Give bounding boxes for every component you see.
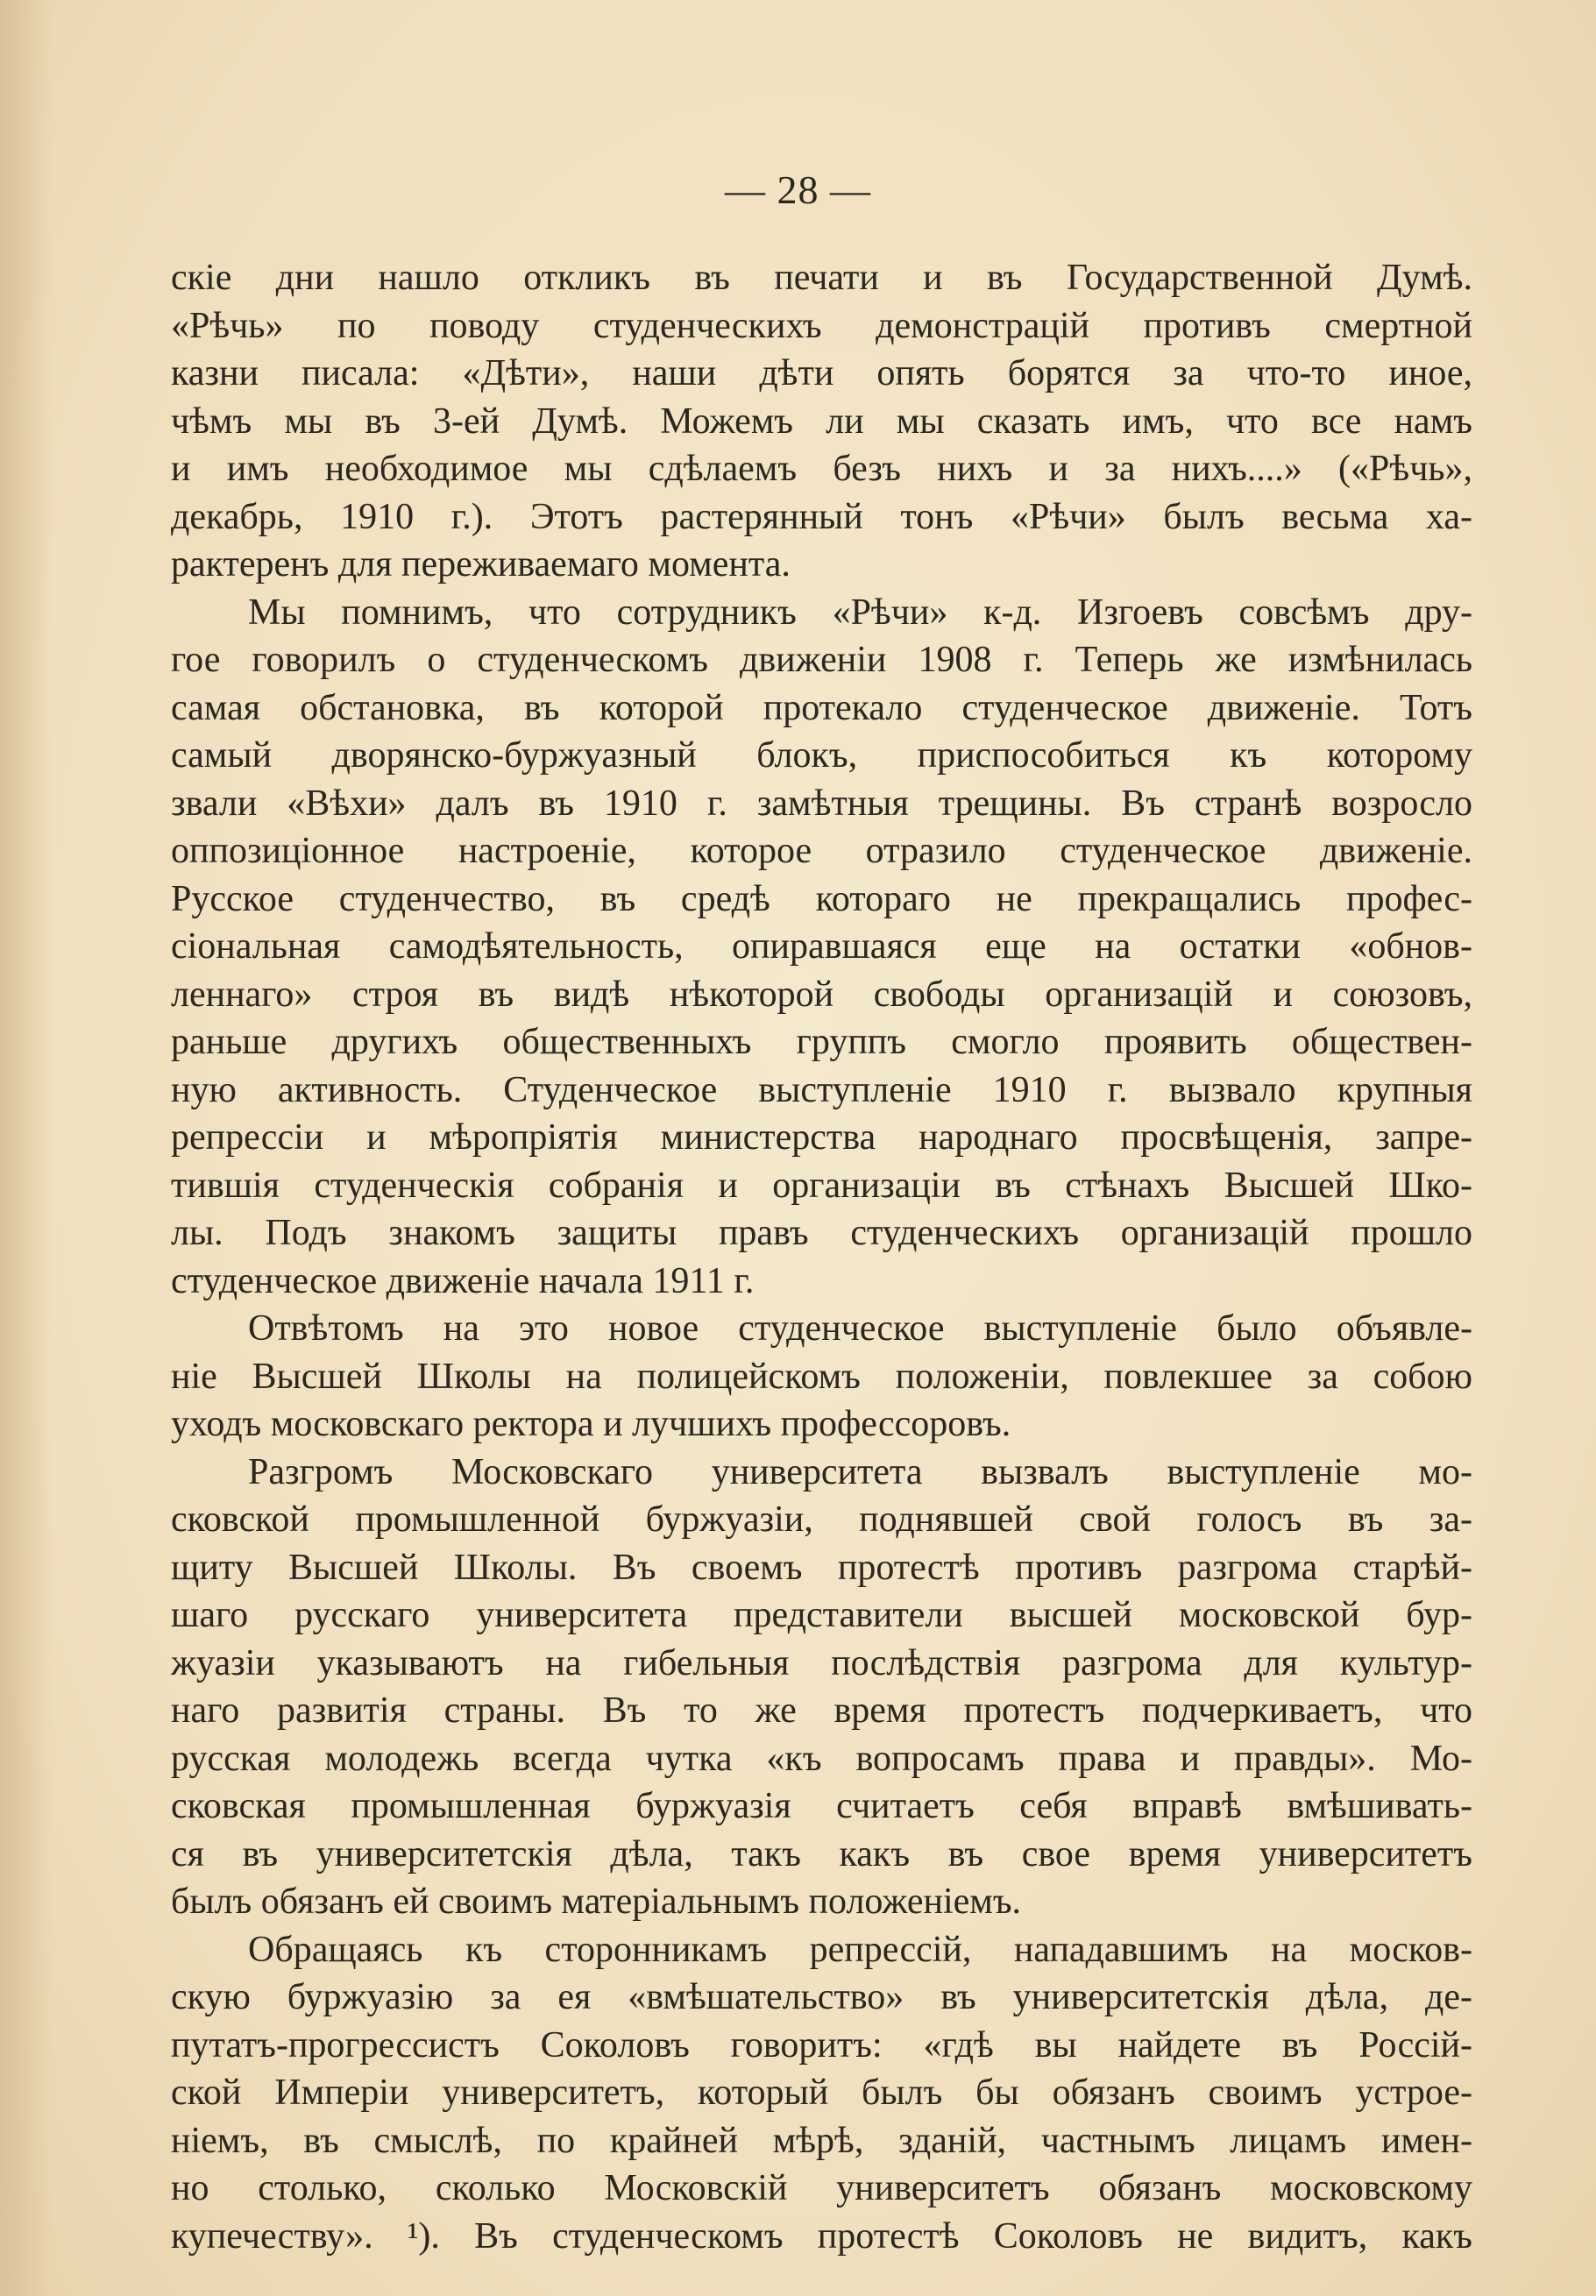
text-line: «Рѣчь» по поводу студенческихъ демонстрацій противъ смертной xyxy=(171,305,1472,346)
text-line: тившія студенческія собранія и организаціи въ стѣнахъ Высшей Шко- xyxy=(171,1165,1472,1206)
text-line: раньше другихъ общественныхъ группъ смогло проявить обществен- xyxy=(171,1022,1472,1062)
text-line: и имъ необходимое мы сдѣлаемъ безъ нихъ и за нихъ....» («Рѣчь», xyxy=(171,449,1472,489)
text-line: самый дворянско-буржуазный блокъ, приспособиться къ которому xyxy=(171,735,1472,776)
text-line: русская молодежь всегда чутка «къ вопросамъ права и правды». Мо- xyxy=(171,1738,1472,1779)
text-line: репрессіи и мѣропріятія министерства народнаго просвѣщенія, запре- xyxy=(171,1117,1472,1158)
text-line: лы. Подъ знакомъ защиты правъ студенческихъ организацій прошло xyxy=(171,1213,1472,1253)
text-line: студенческое движеніе начала 1911 г. xyxy=(171,1260,755,1301)
text-line: Мы помнимъ, что сотрудникъ «Рѣчи» к-д. Изгоевъ совсѣмъ дру- xyxy=(248,592,1472,633)
text-line: леннаго» строя въ видѣ нѣкоторой свободы организацій и союзовъ, xyxy=(171,974,1472,1015)
text-line: сковской промышленной буржуазіи, поднявшей свой голосъ въ за- xyxy=(171,1499,1472,1540)
text-line: ную активность. Студенческое выступленіе 1910 г. вызвало крупныя xyxy=(171,1069,1472,1110)
text-line: жуазіи указываютъ на гибельныя послѣдствія разгрома для культур- xyxy=(171,1642,1472,1683)
paragraph xyxy=(171,1305,1472,1449)
text-line: Русское студенчество, въ средѣ котораго не прекращались профес- xyxy=(171,878,1472,919)
text-line: шаго русскаго университета представители высшей московской бур- xyxy=(171,1595,1472,1635)
text-line: но столько, сколько Московскій университетъ обязанъ московскому xyxy=(171,2168,1472,2208)
text-line: декабрь, 1910 г.). Этотъ растерянный тонъ «Рѣчи» былъ весьма ха- xyxy=(171,496,1472,537)
text-line: былъ обязанъ ей своимъ матеріальнымъ положеніемъ. xyxy=(171,1881,1022,1922)
paragraph xyxy=(171,1449,1472,1926)
text-line: оппозиціонное настроеніе, которое отразило студенческое движеніе. xyxy=(171,831,1472,871)
text-line: уходъ московскаго ректора и лучшихъ профессоровъ. xyxy=(171,1404,1011,1444)
text-line: скіе дни нашло откликъ въ печати и въ Государственной Думѣ. xyxy=(171,258,1472,298)
text-line: Обращаясь къ сторонникамъ репрессій, нападавшимъ на москов- xyxy=(248,1929,1472,1970)
text-line: гое говорилъ о студенческомъ движеніи 1908 г. Теперь же измѣнилась xyxy=(171,640,1472,680)
text-line: ской Имперіи университетъ, который былъ бы обязанъ своимъ устрое- xyxy=(171,2073,1472,2113)
text-line: щиту Высшей Школы. Въ своемъ протестѣ противъ разгрома старѣй- xyxy=(171,1547,1472,1588)
text-line: купечеству». ¹). Въ студенческомъ протестѣ Соколовъ не видитъ, какъ xyxy=(171,2215,1472,2257)
text-line: путатъ-прогрессистъ Соколовъ говоритъ: «гдѣ вы найдете въ Россій- xyxy=(171,2024,1472,2066)
text-line: самая обстановка, въ которой протекало студенческое движеніе. Тотъ xyxy=(171,687,1472,728)
text-line: звали «Вѣхи» далъ въ 1910 г. замѣтныя трещины. Въ странѣ возросло xyxy=(171,783,1472,824)
text-line: ся въ университетскія дѣла, такъ какъ въ свое время университетъ xyxy=(171,1833,1472,1874)
text-line: ніемъ, въ смыслѣ, по крайней мѣрѣ, зданій, частнымъ лицамъ имен- xyxy=(171,2120,1472,2161)
page-edge-shadow xyxy=(0,0,53,2296)
page-number: — 28 — xyxy=(725,167,871,212)
paragraph xyxy=(171,254,1472,589)
text-line: сіональная самодѣятельность, опиравшаяся еще на остатки «обнов- xyxy=(171,926,1472,967)
text-line: наго развитія страны. Въ то же время протестъ подчеркиваетъ, что xyxy=(171,1690,1472,1731)
paragraph xyxy=(171,1926,1472,2261)
text-line: Отвѣтомъ на это новое студенческое выступленіе было объявле- xyxy=(248,1308,1472,1349)
body-text xyxy=(171,254,1472,2260)
text-line: сковская промышленная буржуазія считаетъ себя вправѣ вмѣшивать- xyxy=(171,1786,1472,1826)
paragraph xyxy=(171,589,1472,1306)
text-line: чѣмъ мы въ 3-ей Думѣ. Можемъ ли мы сказать имъ, что все намъ xyxy=(171,400,1472,442)
text-line: казни писала: «Дѣти», наши дѣти опять борятся за что-то иное, xyxy=(171,353,1472,393)
text-line: рактеренъ для переживаемаго момента. xyxy=(171,544,791,585)
text-line: Разгромъ Московскаго университета вызвалъ выступленіе мо- xyxy=(248,1451,1472,1492)
text-line: скую буржуазію за ея «вмѣшательство» въ университетскія дѣла, де- xyxy=(171,1977,1472,2017)
text-line: ніе Высшей Школы на полицейскомъ положеніи, повлекшее за собою xyxy=(171,1356,1472,1397)
